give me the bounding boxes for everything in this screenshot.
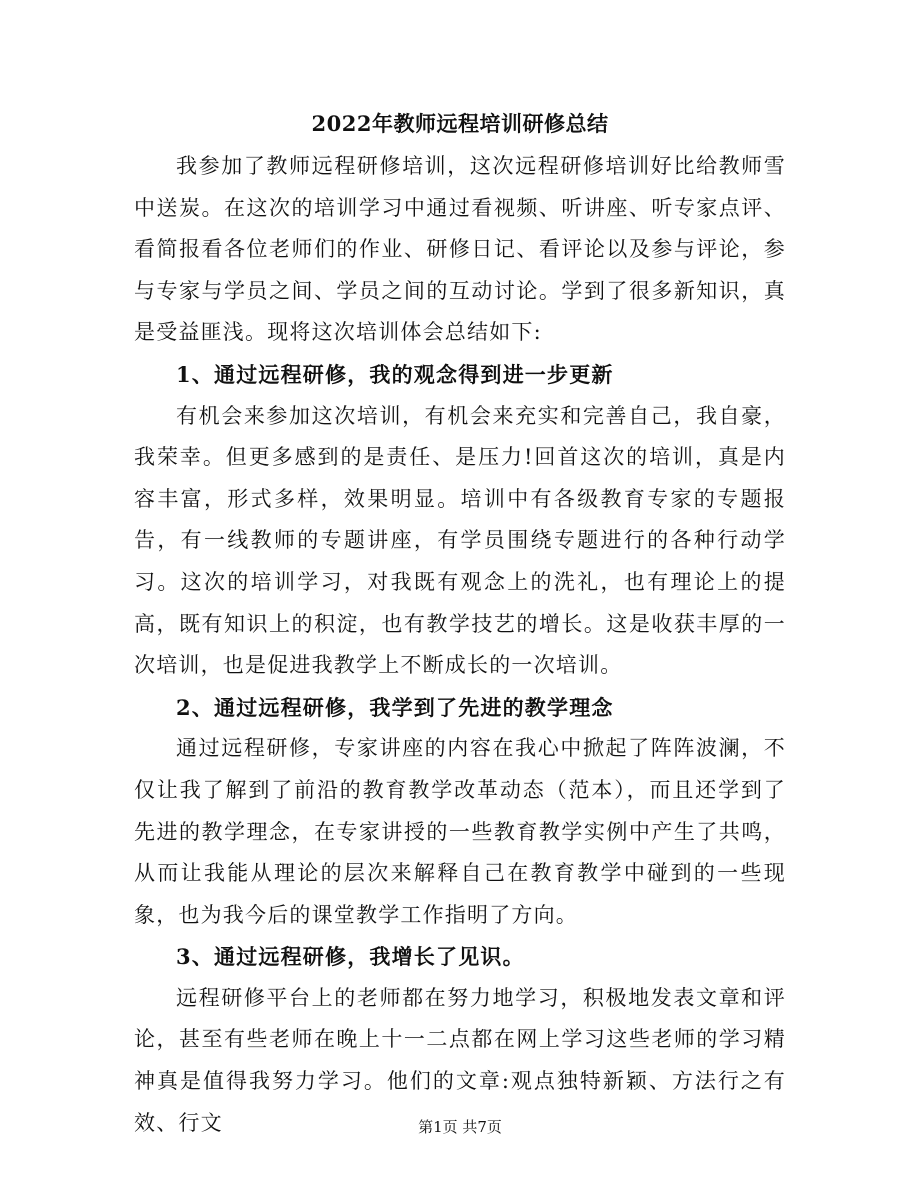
section-2-paragraph: 通过远程研修，专家讲座的内容在我心中掀起了阵阵波澜，不仅让我了解到了前沿的教育教学改革动态（范本），而且还学到了先进的教学理念，在专家讲授的一些教育教学实例中产生了共鸣，从而让我能从理论的层次来解释自己在教育教学中碰到的一些现象，也为我今后的课堂教学工作指明了方向。 (134, 736, 786, 927)
document-body (134, 146, 786, 1144)
document-title: 2022年教师远程培训研修总结 (311, 111, 609, 136)
page-number-footer: 第1页 共7页 (418, 1118, 502, 1136)
section-3-heading: 3、通过远程研修，我增长了见识。 (176, 944, 525, 970)
section-3-paragraph: 远程研修平台上的老师都在努力地学习，积极地发表文章和评论，甚至有些老师在晚上十一二点都在网上学习这些老师的学习精神真是值得我努力学习。他们的文章:观点独特新颖、方法行之有效、行文 (134, 985, 786, 1135)
section-2-heading: 2、通过远程研修，我学到了先进的教学理念 (176, 694, 614, 720)
section-1-paragraph: 有机会来参加这次培训，有机会来充实和完善自己，我自豪，我荣幸。但更多感到的是责任、是压力!回首这次的培训，真是内容丰富，形式多样，效果明显。培训中有各级教育专家的专题报告，有一线教师的专题讲座，有学员围绕专题进行的各种行动学习。这次的培训学习，对我既有观念上的洗礼，也有理论上的提高，既有知识上的积淀，也有教学技艺的增长。这是收获丰厚的一次培训，也是促进我教学上不断成长的一次培训。 (134, 403, 786, 678)
section-1-heading: 1、通过远程研修，我的观念得到进一步更新 (176, 361, 614, 387)
intro-paragraph: 我参加了教师远程研修培训，这次远程研修培训好比给教师雪中送炭。在这次的培训学习中通过看视频、听讲座、听专家点评、看简报看各位老师们的作业、研修日记、看评论以及参与评论，参与专家与学员之间、学员之间的互动讨论。学到了很多新知识，真是受益匪浅。现将这次培训体会总结如下: (134, 154, 786, 345)
